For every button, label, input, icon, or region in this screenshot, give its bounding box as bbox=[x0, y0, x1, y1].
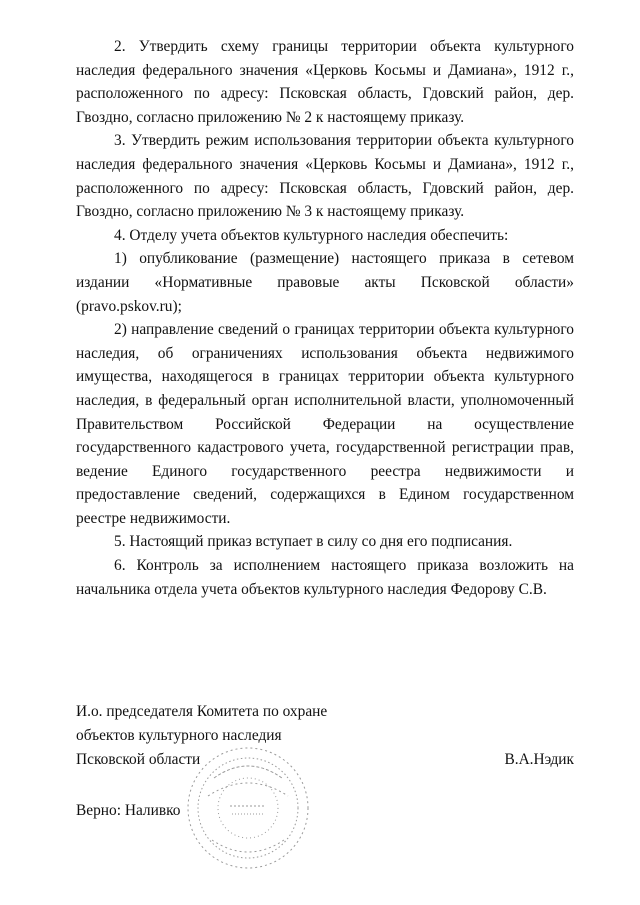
official-seal-stamp bbox=[184, 740, 314, 880]
signer-title-line-2: объектов культурного наследия bbox=[76, 727, 282, 744]
paragraph-4-2: 2) направление сведений о границах территории объекта культурного наследия, об ограничениях использования объекта недвижимого имущества, находящегося в границах территории объекта культурного наследия, в федеральный орган исполнительной власти, уполномоченный Правительством Российской Федерации на осуществление государственного кадастрового учета, государственной регистрации прав, ведение Единого государственного реестра недвижимости и предоставление сведений, содержащихся в Едином государственном реестре недвижимости. bbox=[76, 321, 574, 527]
paragraph-3: 3. Утвердить режим использования территории объекта культурного наследия федерального значения «Церковь Косьмы и Дамиана», 1912 г., расположенного по адресу: Псковская область, Гдовский район, дер. Гвоздно, согласно приложению № 3 к настоящему приказу. bbox=[76, 132, 574, 221]
paragraph-5: 5. Настоящий приказ вступает в силу со дня его подписания. bbox=[114, 533, 513, 551]
paragraph-4: 4. Отделу учета объектов культурного наследия обеспечить: bbox=[114, 226, 509, 244]
signer-title-line-1: И.о. председателя Комитета по охране bbox=[76, 703, 328, 720]
document-body bbox=[76, 35, 574, 601]
paragraph-4-1: 1) опубликование (размещение) настоящего приказа в сетевом издании «Нормативные правовые акты Псковской области» (pravo.pskov.ru); bbox=[76, 250, 574, 315]
paragraph-6: 6. Контроль за исполнением настоящего приказа возложить на начальника отдела учета объектов культурного наследия Федорову С.В. bbox=[76, 557, 574, 598]
verified-copy-note: Верно: Наливко bbox=[76, 802, 181, 819]
paragraph-2: 2. Утвердить схему границы территории объекта культурного наследия федерального значения «Церковь Косьмы и Дамиана», 1912 г., расположенного по адресу: Псковская область, Гдовский район, дер. Гвоздно, согласно приложению № 2 к настоящему приказу. bbox=[76, 38, 574, 126]
signature-block bbox=[76, 700, 576, 819]
signer-name: В.А.Нэдик bbox=[504, 751, 574, 768]
signer-title-line-3: Псковской области bbox=[76, 751, 201, 768]
